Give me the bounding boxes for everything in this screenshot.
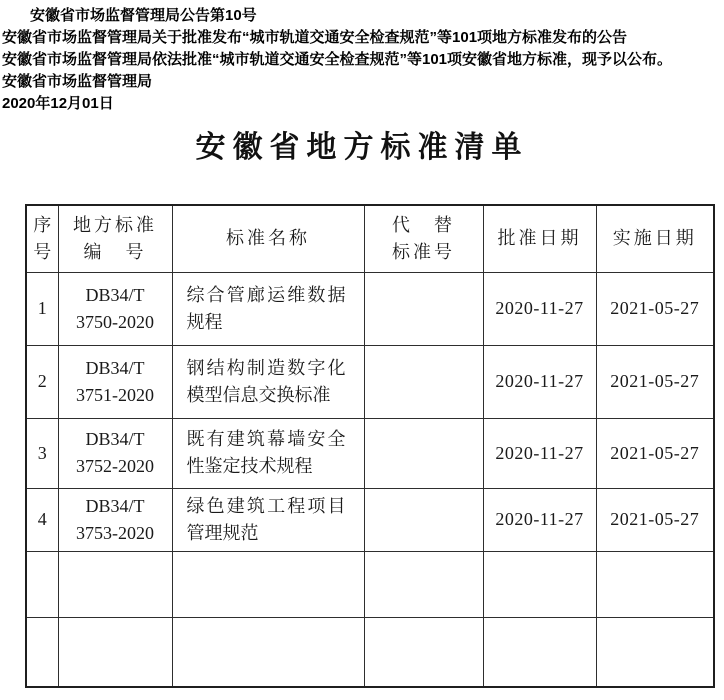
cell-serial-number: 2	[26, 345, 58, 418]
cell-substitute-code	[364, 488, 483, 551]
cell-standard-code: DB34/T 3751-2020	[58, 345, 172, 418]
col-header-serial-number	[26, 205, 58, 272]
cell-implementation-date	[596, 617, 714, 687]
cell-implementation-date: 2021-05-27	[596, 272, 714, 345]
cell-standard-code: DB34/T 3750-2020	[58, 272, 172, 345]
header-line: 标准号	[392, 241, 455, 262]
header-line: 批准日期	[497, 228, 582, 249]
cell-approval-date	[483, 551, 596, 617]
cell-approval-date: 2020-11-27	[483, 488, 596, 551]
col-header-substitute-code	[364, 205, 483, 272]
standards-table-container	[25, 204, 724, 688]
cell-standard-name	[172, 617, 364, 687]
table-row-empty	[26, 551, 714, 617]
header-line: 编 号	[83, 241, 147, 262]
table-row	[26, 418, 714, 488]
announcement-number-line: 安徽省市场监督管理局公告第10号	[30, 7, 257, 24]
header-line: 代 替	[392, 214, 455, 235]
cell-implementation-date: 2021-05-27	[596, 345, 714, 418]
cell-serial-number: 4	[26, 488, 58, 551]
cell-substitute-code	[364, 551, 483, 617]
cell-substitute-code	[364, 418, 483, 488]
announcement-body-line: 安徽省市场监督管理局依法批准“城市轨道交通安全检查规范”等101项安徽省地方标准，现予以公布。	[2, 51, 673, 68]
standards-table	[25, 204, 715, 688]
cell-standard-code	[58, 617, 172, 687]
announcement-date: 2020年12月01日	[2, 95, 114, 112]
header-line: 地方标准	[73, 214, 157, 235]
col-header-standard-name	[172, 205, 364, 272]
cell-implementation-date: 2021-05-27	[596, 488, 714, 551]
page-title: 安徽省地方标准清单	[195, 131, 529, 164]
cell-approval-date: 2020-11-27	[483, 272, 596, 345]
cell-approval-date	[483, 617, 596, 687]
cell-implementation-date: 2021-05-27	[596, 418, 714, 488]
cell-standard-name: 绿色建筑工程项目管理规范	[172, 488, 364, 551]
cell-serial-number: 3	[26, 418, 58, 488]
col-header-approval-date	[483, 205, 596, 272]
cell-standard-code: DB34/T 3753-2020	[58, 488, 172, 551]
table-row	[26, 345, 714, 418]
header-line: 标准名称	[226, 228, 310, 249]
cell-approval-date: 2020-11-27	[483, 418, 596, 488]
header-line: 实施日期	[612, 228, 697, 249]
table-row	[26, 488, 714, 551]
header-line: 号	[33, 241, 52, 262]
cell-standard-name	[172, 551, 364, 617]
announcement-issuer: 安徽省市场监督管理局	[2, 73, 153, 90]
cell-standard-code	[58, 551, 172, 617]
cell-standard-code: DB34/T 3752-2020	[58, 418, 172, 488]
col-header-standard-code	[58, 205, 172, 272]
announcement-header	[0, 0, 724, 115]
header-line: 序	[33, 214, 52, 235]
table-row-empty	[26, 617, 714, 687]
cell-substitute-code	[364, 617, 483, 687]
cell-standard-name: 钢结构制造数字化模型信息交换标准	[172, 345, 364, 418]
table-row	[26, 272, 714, 345]
cell-standard-name: 既有建筑幕墙安全性鉴定技术规程	[172, 418, 364, 488]
cell-serial-number	[26, 551, 58, 617]
cell-approval-date: 2020-11-27	[483, 345, 596, 418]
cell-implementation-date	[596, 551, 714, 617]
cell-substitute-code	[364, 272, 483, 345]
col-header-implementation-date	[596, 205, 714, 272]
cell-standard-name: 综合管廊运维数据规程	[172, 272, 364, 345]
announcement-title-line: 安徽省市场监督管理局关于批准发布“城市轨道交通安全检查规范”等101项地方标准发布的公告	[2, 29, 628, 46]
table-header-row	[26, 205, 714, 272]
cell-substitute-code	[364, 345, 483, 418]
cell-serial-number	[26, 617, 58, 687]
cell-serial-number: 1	[26, 272, 58, 345]
